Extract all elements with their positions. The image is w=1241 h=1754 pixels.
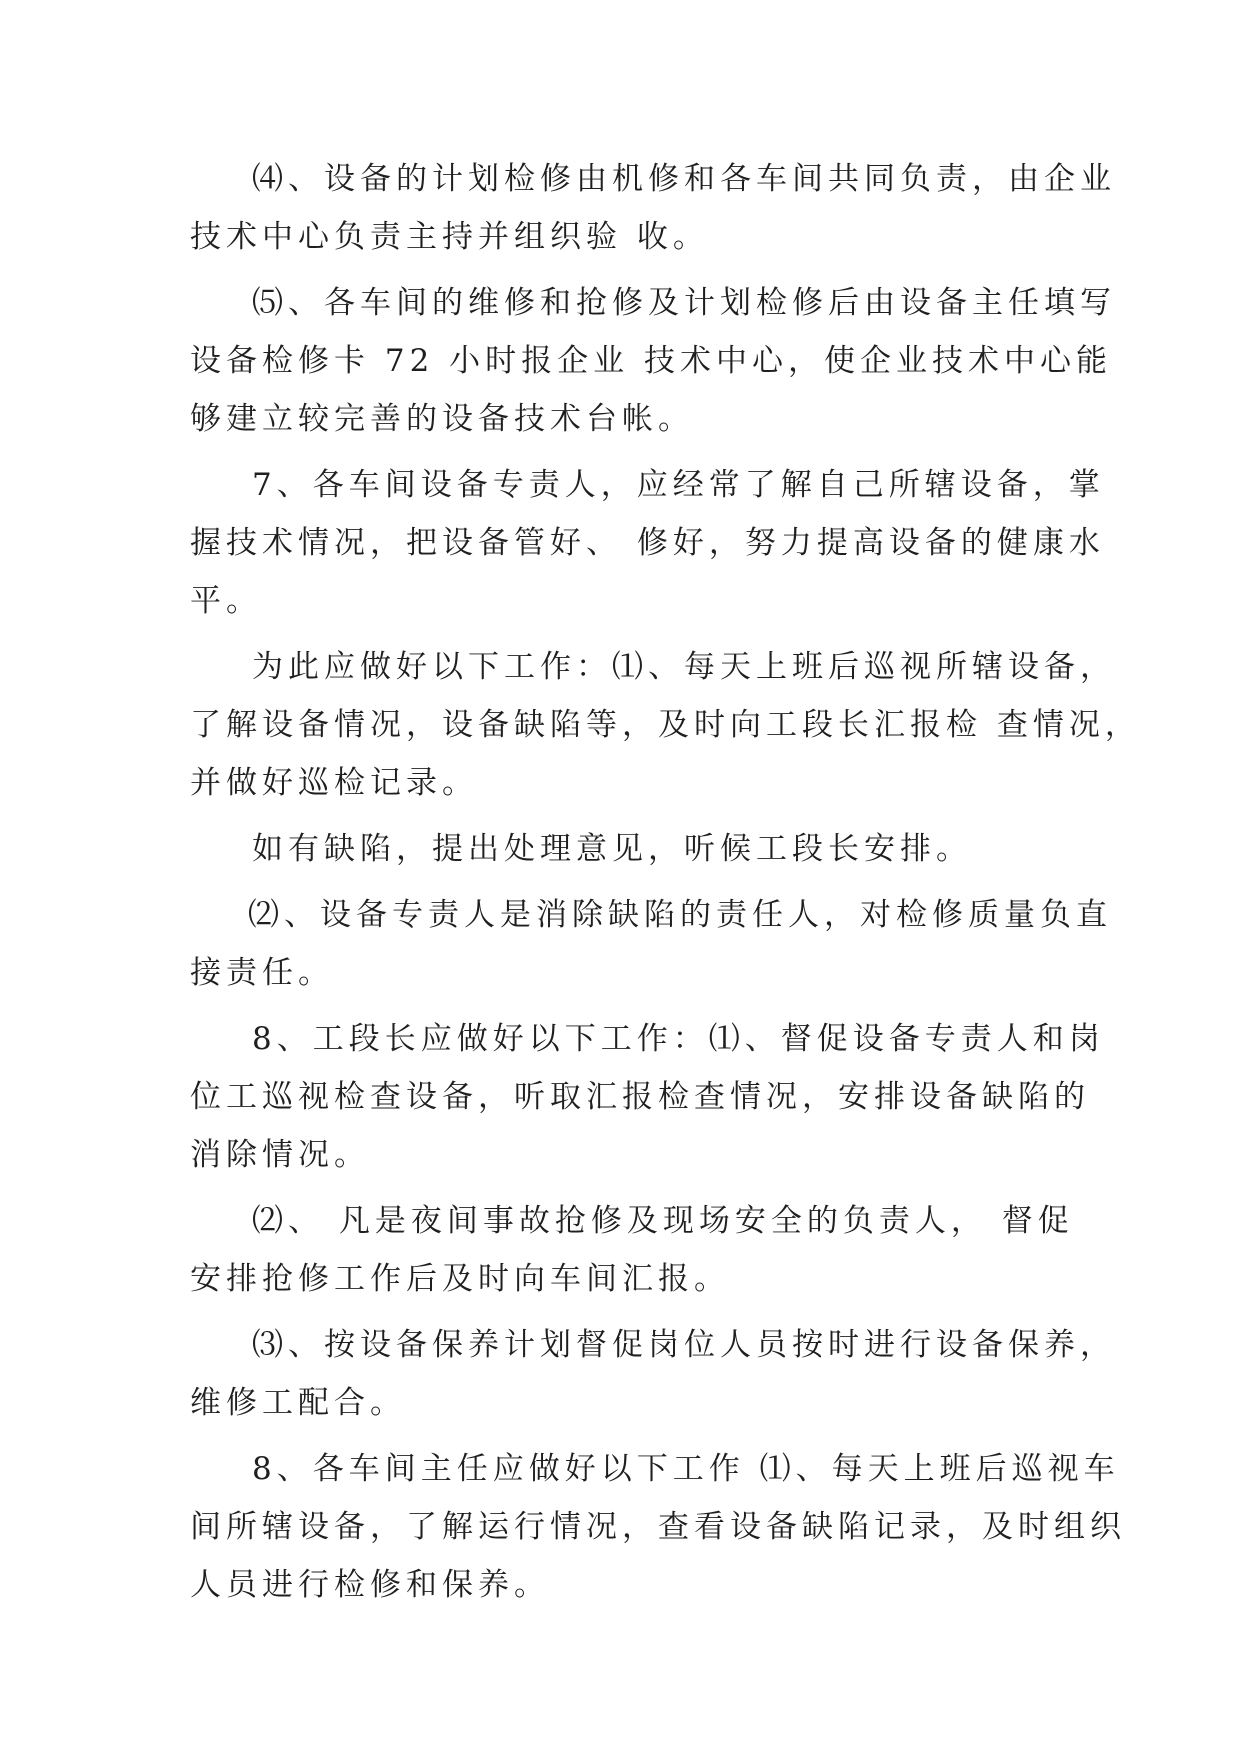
text-line: 了解设备情况，设备缺陷等，及时向工段长汇报检 查情况， xyxy=(190,707,1141,743)
text-line: 平。 xyxy=(190,583,262,619)
text-line: 7、各车间设备专责人，应经常了解自己所辖设备，掌 xyxy=(252,467,1105,503)
text-line: 并做好巡检记录。 xyxy=(190,765,478,801)
text-line: 握技术情况，把设备管好、 修好，努力提高设备的健康水 xyxy=(190,525,1105,561)
text-line: 位工巡视检查设备，听取汇报检查情况，安排设备缺陷的 xyxy=(190,1079,1090,1115)
text-line: 消除情况。 xyxy=(190,1137,370,1173)
document-body xyxy=(190,150,1141,1614)
text-line: 人员进行检修和保养。 xyxy=(190,1567,550,1603)
text-line: 8、各车间主任应做好以下工作 ⑴、每天上班后巡视车 xyxy=(252,1451,1120,1487)
text-line: 接责任。 xyxy=(190,955,334,991)
paragraph-section-8-item-2 xyxy=(190,1192,1074,1308)
text-line: ⑸、各车间的维修和抢修及计划检修后由设备主任填写 xyxy=(252,285,1116,321)
paragraph-section-7-tasks xyxy=(190,638,1141,812)
text-line: ⑶、按设备保养计划督促岗位人员按时进行设备保养， xyxy=(252,1327,1116,1363)
text-line: 间所辖设备，了解运行情况，查看设备缺陷记录，及时组织 xyxy=(190,1509,1126,1545)
text-line: 为此应做好以下工作：⑴、每天上班后巡视所辖设备， xyxy=(252,649,1116,685)
paragraph-section-8-director xyxy=(190,1440,1126,1614)
paragraph-item-4 xyxy=(190,150,1116,266)
text-line: 技术中心负责主持并组织验 收。 xyxy=(190,219,709,255)
text-line: 8、工段长应做好以下工作：⑴、督促设备专责人和岗 xyxy=(252,1021,1105,1057)
text-line: 维修工配合。 xyxy=(190,1385,406,1421)
paragraph-section-7 xyxy=(190,456,1105,630)
text-line: 设备检修卡 72 小时报企业 技术中心，使企业技术中心能 xyxy=(190,343,1113,379)
paragraph-section-7-item-2 xyxy=(190,886,1112,1002)
text-line: ⑵、 凡是夜间事故抢修及现场安全的负责人， 督促 xyxy=(252,1203,1074,1239)
text-line: 如有缺陷，提出处理意见，听候工段长安排。 xyxy=(252,831,972,867)
paragraph-defect-handling xyxy=(190,820,1060,878)
text-line: ⑵、设备专责人是消除缺陷的责任人，对检修质量负直 xyxy=(248,897,1112,933)
paragraph-item-5 xyxy=(190,274,1116,448)
text-line: ⑷、设备的计划检修由机修和各车间共同负责，由企业 xyxy=(252,161,1116,197)
paragraph-section-8-item-3 xyxy=(190,1316,1116,1432)
text-line: 安排抢修工作后及时向车间汇报。 xyxy=(190,1261,730,1297)
text-line: 够建立较完善的设备技术台帐。 xyxy=(190,401,694,437)
paragraph-section-8-foreman xyxy=(190,1010,1105,1184)
